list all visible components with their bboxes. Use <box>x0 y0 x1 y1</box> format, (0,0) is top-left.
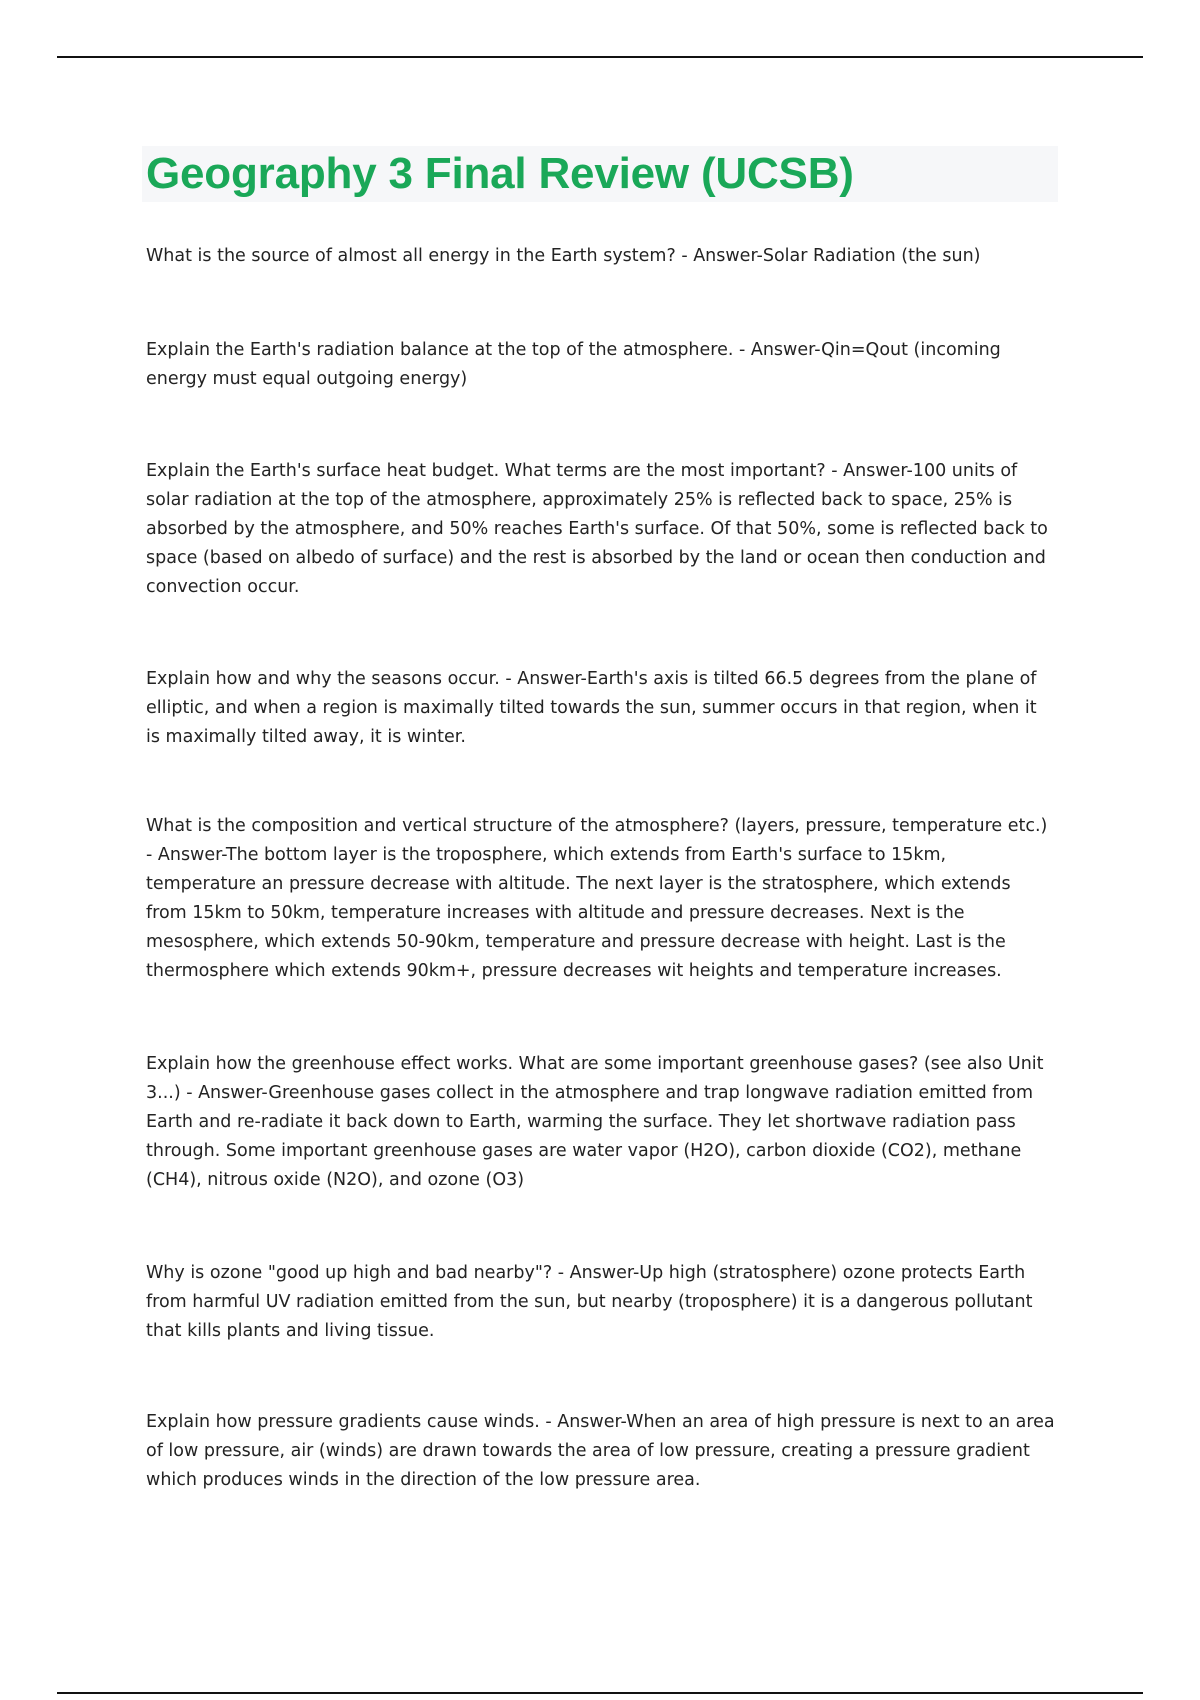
document-title: Geography 3 Final Review (UCSB) <box>146 149 854 198</box>
qa-item-atmosphere-structure: What is the composition and vertical structure of the atmosphere? (layers, pressure, temperature etc.) - Answer-The bottom layer is the troposphere, which extends from Earth's surface to 15km, temperature an pressure decrease with altitude. The next layer is the stratosphere, which extends from 15km to 50km, temperature increases with altitude and pressure decreases. Next is the mesosphere, which extends 50-90km, temperature and pressure decrease with height. Last is the thermosphere which extends 90km+, pressure decreases wit heights and temperature increases. <box>146 816 1048 981</box>
footer-divider <box>57 1692 1143 1694</box>
qa-item-energy-source: What is the source of almost all energy in the Earth system? - Answer-Solar Radiation (the sun) <box>146 246 981 266</box>
title-band <box>142 146 1058 202</box>
qa-item-radiation-balance: Explain the Earth's radiation balance at the top of the atmosphere. - Answer-Qin=Qout (incoming energy must equal outgoing energy) <box>146 340 1001 389</box>
qa-item-pressure-gradients: Explain how pressure gradients cause winds. - Answer-When an area of high pressure is next to an area of low pressure, air (winds) are drawn towards the area of low pressure, creating a pressure gradient which produces winds in the direction of the low pressure area. <box>146 1412 1055 1490</box>
qa-item-seasons: Explain how and why the seasons occur. - Answer-Earth's axis is tilted 66.5 degrees from the plane of elliptic, and when a region is maximally tilted towards the sun, summer occurs in that region, when it is maximally tilted away, it is winter. <box>146 669 1037 747</box>
qa-item-greenhouse-effect: Explain how the greenhouse effect works. What are some important greenhouse gases? (see also Unit 3...) - Answer-Greenhouse gases collect in the atmosphere and trap longwave radiation emitted from Earth and re-radiate it back down to Earth, warming the surface. They let shortwave radiation pass through. Some important greenhouse gases are water vapor (H2O), carbon dioxide (CO2), methane (CH4), nitrous oxide (N2O), and ozone (O3) <box>146 1054 1044 1190</box>
qa-item-ozone: Why is ozone "good up high and bad nearby"? - Answer-Up high (stratosphere) ozone protects Earth from harmful UV radiation emitted from the sun, but nearby (troposphere) it is a dangerous pollutant that kills plants and living tissue. <box>146 1263 1033 1341</box>
qa-item-surface-heat-budget: Explain the Earth's surface heat budget. What terms are the most important? - Answer-100 units of solar radiation at the top of the atmosphere, approximately 25% is reflected back to space, 25% is absorbed by the atmosphere, and 50% reaches Earth's surface. Of that 50%, some is reflected back to space (based on albedo of surface) and the rest is absorbed by the land or ocean then conduction and convection occur. <box>146 461 1048 597</box>
header-divider <box>57 56 1143 58</box>
